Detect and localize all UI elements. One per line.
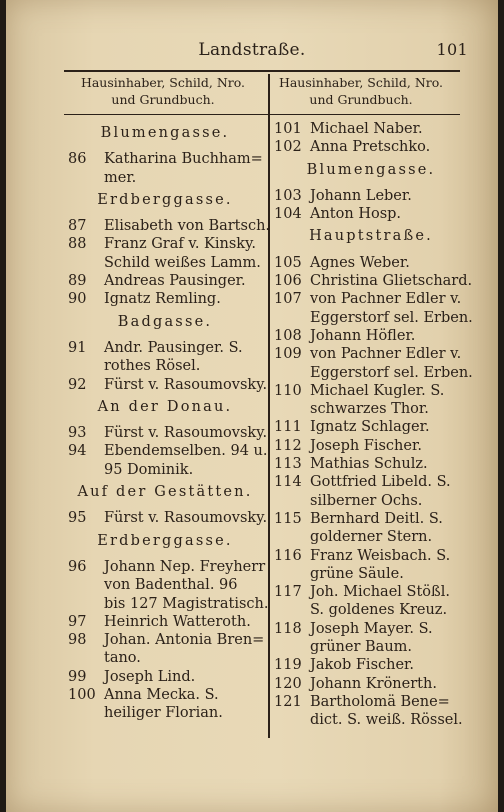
entry-line: Heinrich Watteroth. (104, 613, 251, 630)
owner-text (310, 345, 473, 382)
house-entry (66, 613, 264, 631)
house-number: 111 (274, 419, 302, 436)
house-number: 105 (274, 254, 302, 271)
left-column-heading-line-1: Hausinhaber, Schild, Nro. (80, 75, 246, 90)
house-entry (272, 693, 470, 730)
house-entry (66, 376, 268, 394)
entry-line: Schild weißes Lamm. (104, 254, 261, 271)
header-rule (64, 70, 460, 72)
entry-line: rothes Rösel. (104, 358, 201, 375)
entry-line: Mathias Schulz. (310, 456, 428, 473)
entry-line: Joseph Fischer. (310, 437, 422, 454)
house-number: 93 (68, 425, 87, 442)
house-entry (272, 455, 470, 473)
house-entry (272, 620, 470, 657)
house-number: 117 (274, 584, 302, 601)
owner-text (310, 510, 470, 547)
house-entry (272, 437, 470, 455)
entry-line: von Pachner Edler v. (310, 346, 462, 363)
owner-text (310, 187, 470, 205)
house-entry (272, 675, 470, 693)
house-number: 120 (274, 675, 302, 692)
house-entry (66, 686, 264, 723)
house-number: 98 (68, 632, 87, 649)
entry-line: Agnes Weber. (310, 254, 410, 271)
street-heading: Erdberggasse. (97, 191, 233, 208)
owner-text (310, 455, 470, 473)
owner-text (104, 376, 268, 394)
house-entry (66, 424, 268, 442)
owner-text (310, 656, 470, 674)
street-heading: Hauptstraße. (309, 228, 433, 245)
house-number: 108 (274, 327, 302, 344)
house-number: 102 (274, 139, 302, 156)
entry-line: Andreas Pausinger. (104, 273, 246, 290)
entry-line: Katharina Buchham= (104, 151, 263, 168)
owner-text (104, 272, 264, 290)
house-entry (66, 631, 264, 668)
owner-text (310, 693, 470, 730)
entry-line: dict. S. weiß. Rössel. (310, 712, 463, 729)
owner-text (104, 631, 264, 668)
owner-text (310, 272, 473, 290)
house-entry (272, 272, 473, 290)
house-entry (66, 339, 264, 376)
house-number: 107 (274, 291, 302, 308)
entry-line: mer. (104, 169, 137, 186)
owner-text (104, 339, 264, 376)
house-entry (272, 187, 470, 205)
entry-line: Johann Leber. (310, 187, 412, 204)
house-entry (272, 583, 470, 620)
street-heading: Blumengasse. (306, 161, 436, 178)
house-entry (66, 558, 269, 613)
owner-text (104, 150, 264, 187)
house-entry (272, 510, 470, 547)
left-column-heading (64, 74, 262, 108)
house-entry (272, 205, 470, 223)
owner-text (310, 675, 470, 693)
entry-line: Ignatz Remling. (104, 291, 221, 308)
house-entry (272, 473, 470, 510)
owner-text (104, 558, 269, 613)
house-number: 116 (274, 547, 302, 564)
owner-text (310, 254, 470, 272)
owner-text (310, 473, 470, 510)
owner-text (310, 138, 470, 156)
left-column (66, 120, 271, 723)
house-number: 94 (68, 443, 87, 460)
house-entry (272, 138, 470, 156)
entry-line: Jakob Fischer. (310, 657, 414, 674)
entry-line: Ignatz Schlager. (310, 419, 430, 436)
street-heading: An der Donau. (97, 398, 233, 415)
house-number: 90 (68, 291, 87, 308)
entry-line: golderner Stern. (310, 529, 433, 546)
right-column-heading-line-1: Hausinhaber, Schild, Nro. (278, 75, 444, 90)
house-number: 88 (68, 236, 87, 253)
house-number: 115 (274, 510, 302, 527)
entry-line: Anton Hosp. (310, 206, 402, 223)
house-number: 119 (274, 657, 302, 674)
entry-line: Johann Nep. Freyherr (104, 558, 266, 575)
entry-line: Franz Weisbach. S. (310, 547, 451, 564)
street-heading: Blumengasse. (100, 125, 230, 141)
house-entry (272, 656, 470, 674)
entry-line: grüne Säule. (310, 565, 404, 582)
entry-line: Elisabeth von Bartsch. (104, 218, 271, 235)
owner-text (104, 509, 268, 527)
house-entry (66, 509, 268, 527)
column-divider (268, 74, 270, 738)
page-header (6, 36, 498, 64)
house-number: 106 (274, 273, 302, 290)
house-entry (272, 254, 470, 272)
house-entry (272, 345, 473, 382)
house-number: 92 (68, 376, 87, 393)
house-number: 97 (68, 613, 87, 630)
entry-line: Ebendemselben. 94 u. (104, 443, 268, 460)
street-heading: Erdberggasse. (97, 532, 233, 549)
entry-line: S. goldenes Kreuz. (310, 602, 448, 619)
house-number: 87 (68, 218, 87, 235)
entry-line: Fürst v. Rasoumovsky. (104, 510, 268, 527)
entry-line: Bartholomä Bene= (310, 693, 450, 710)
owner-text (310, 327, 470, 345)
entry-line: Anna Mecka. S. (104, 687, 219, 704)
house-entry (272, 327, 470, 345)
left-column-heading-line-2: und Grundbuch. (111, 92, 215, 107)
owner-text (310, 205, 470, 223)
owner-text (104, 235, 264, 272)
entry-line: Eggerstorf sel. Erben. (310, 309, 473, 326)
entry-line: 95 Dominik. (104, 461, 194, 478)
entry-line: grüner Baum. (310, 639, 413, 656)
house-entry (66, 290, 264, 308)
house-number: 101 (274, 121, 302, 137)
right-column-heading-line-2: und Grundbuch. (309, 92, 413, 107)
house-number: 95 (68, 510, 87, 527)
column-headings (64, 74, 460, 114)
page-number: 101 (436, 40, 468, 59)
house-entry (272, 290, 473, 327)
entry-line: Fürst v. Rasoumovsky. (104, 425, 268, 442)
house-number: 89 (68, 273, 87, 290)
house-number: 109 (274, 346, 302, 363)
entry-line: Joh. Michael Stößl. (310, 584, 450, 601)
house-number: 110 (274, 382, 302, 399)
owner-text (104, 217, 271, 235)
house-number: 104 (274, 206, 302, 223)
entry-line: schwarzes Thor. (310, 401, 429, 418)
owner-text (104, 424, 268, 442)
entry-line: von Pachner Edler v. (310, 291, 462, 308)
owner-text (310, 547, 470, 584)
entry-line: Joseph Mayer. S. (310, 620, 433, 637)
house-number: 100 (68, 687, 96, 704)
entry-line: tano. (104, 650, 141, 667)
owner-text (310, 382, 470, 419)
house-entry (66, 217, 271, 235)
entry-line: heiliger Florian. (104, 705, 223, 722)
street-heading: Auf der Gestätten. (77, 484, 253, 501)
house-entry (272, 120, 470, 138)
right-column (272, 120, 473, 730)
owner-text (104, 668, 264, 686)
owner-text (310, 120, 470, 138)
entry-line: silberner Ochs. (310, 492, 423, 509)
house-number: 91 (68, 339, 87, 356)
house-number: 114 (274, 474, 302, 491)
entry-line: Bernhard Deitl. S. (310, 510, 443, 527)
house-entry (272, 547, 470, 584)
house-entry (272, 418, 470, 436)
entry-line: Eggerstorf sel. Erben. (310, 364, 473, 381)
heading-rule (64, 114, 460, 115)
street-heading: Badgasse. (117, 313, 213, 330)
entry-line: Michael Naber. (310, 121, 423, 137)
house-number: 121 (274, 693, 302, 710)
entry-line: Franz Graf v. Kinsky. (104, 236, 256, 253)
owner-text (104, 613, 264, 631)
entry-line: Andr. Pausinger. S. (104, 339, 243, 356)
book-page (6, 0, 498, 812)
owner-text (104, 290, 264, 308)
entry-line: von Badenthal. 96 (104, 577, 238, 594)
entry-line: Fürst v. Rasoumovsky. (104, 376, 268, 393)
entry-line: Johann Höfler. (310, 327, 416, 344)
entry-line: bis 127 Magistratisch. (104, 595, 269, 612)
house-number: 103 (274, 187, 302, 204)
house-number: 99 (68, 668, 87, 685)
house-entry (66, 442, 268, 479)
entry-line: Johan. Antonia Bren= (104, 632, 265, 649)
house-entry (66, 272, 264, 290)
entry-line: Michael Kugler. S. (310, 382, 445, 399)
page-title: Landstraße. (198, 40, 306, 60)
owner-text (104, 442, 268, 479)
house-entry (66, 235, 264, 272)
right-column-heading (262, 74, 460, 108)
owner-text (310, 437, 470, 455)
house-number: 86 (68, 151, 87, 168)
owner-text (310, 583, 470, 620)
owner-text (310, 290, 473, 327)
house-entry (66, 150, 264, 187)
house-number: 112 (274, 437, 302, 454)
owner-text (310, 418, 470, 436)
entry-line: Christina Glietschard. (310, 273, 473, 290)
owner-text (310, 620, 470, 657)
house-number: 113 (274, 456, 302, 473)
owner-text (104, 686, 264, 723)
house-entry (272, 382, 470, 419)
entry-line: Joseph Lind. (104, 668, 196, 685)
house-number: 96 (68, 558, 87, 575)
house-number: 118 (274, 620, 302, 637)
entry-line: Gottfried Libeld. S. (310, 474, 451, 491)
house-entry (66, 668, 264, 686)
entry-line: Anna Pretschko. (310, 139, 431, 156)
entry-line: Johann Krönerth. (310, 675, 437, 692)
